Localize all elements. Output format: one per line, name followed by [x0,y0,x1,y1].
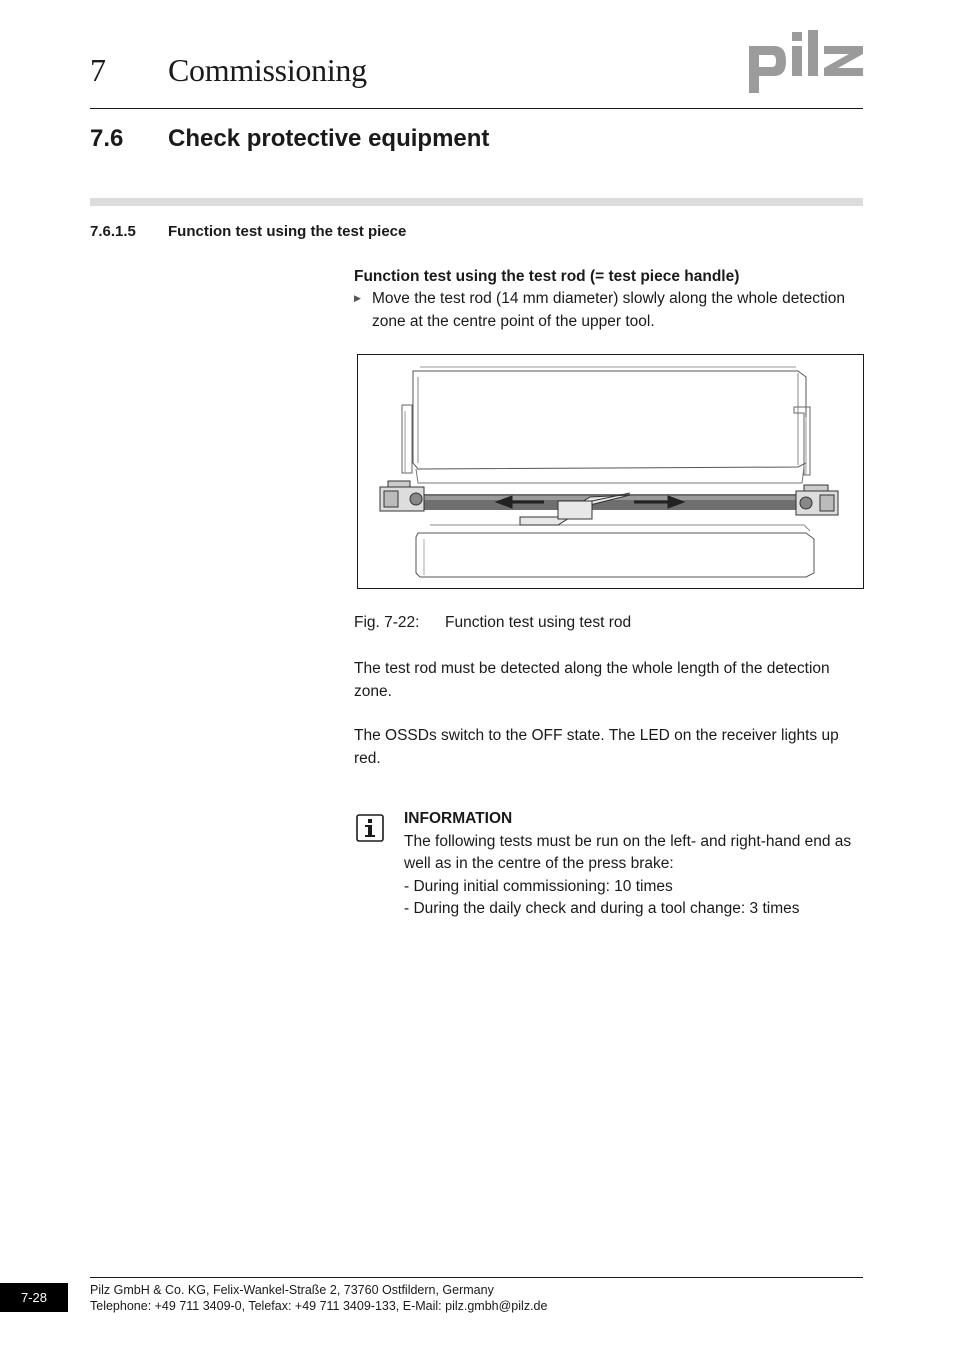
paragraph-detection: The test rod must be detected along the whole length of the detection zone. [354,660,830,700]
section-number: 7.6 [90,125,124,152]
footer-contact: Telephone: +49 711 3409-0, Telefax: +49 711 3409-133, E-Mail: pilz.gmbh@pilz.de [90,1299,548,1313]
body-heading: Function test using the test rod (= test piece handle) [354,268,740,285]
information-title: INFORMATION [404,810,513,827]
chapter-title: Commissioning [168,52,367,88]
paragraph-ossd: The OSSDs switch to the OFF state. The LED on the receiver lights up red. [354,727,839,767]
figure-caption: Function test using test rod [445,614,632,631]
test-rod-figure [357,354,864,589]
section-divider [90,198,863,206]
page-number: 7-28 [0,1283,68,1312]
pilz-logo [748,28,864,94]
triangle-right-icon: ▶ [354,293,361,303]
info-icon [356,814,384,842]
subsection-number: 7.6.1.5 [90,223,136,240]
footer-address: Pilz GmbH & Co. KG, Felix-Wankel-Straße 2, 73760 Ostfildern, Germany [90,1283,494,1297]
header-rule [90,108,863,109]
press-brake-illustration [358,355,863,588]
chapter-number: 7 [90,52,106,88]
figure-number: Fig. 7-22: [354,614,420,631]
subsection-title: Function test using the test piece [168,223,407,240]
section-title: Check protective equipment [168,125,490,152]
information-item: - During initial commissioning: 10 times [404,877,673,895]
information-item: - During the daily check and during a tool change: 3 times [404,900,800,917]
instruction-bullet: Move the test rod (14 mm diameter) slowly along the whole detection zone at the centre point of the upper tool. [372,290,845,330]
information-block [404,808,866,921]
footer-rule [90,1277,863,1278]
information-text: The following tests must be run on the left- and right-hand end as well as in the centre of the press brake: [404,832,852,872]
